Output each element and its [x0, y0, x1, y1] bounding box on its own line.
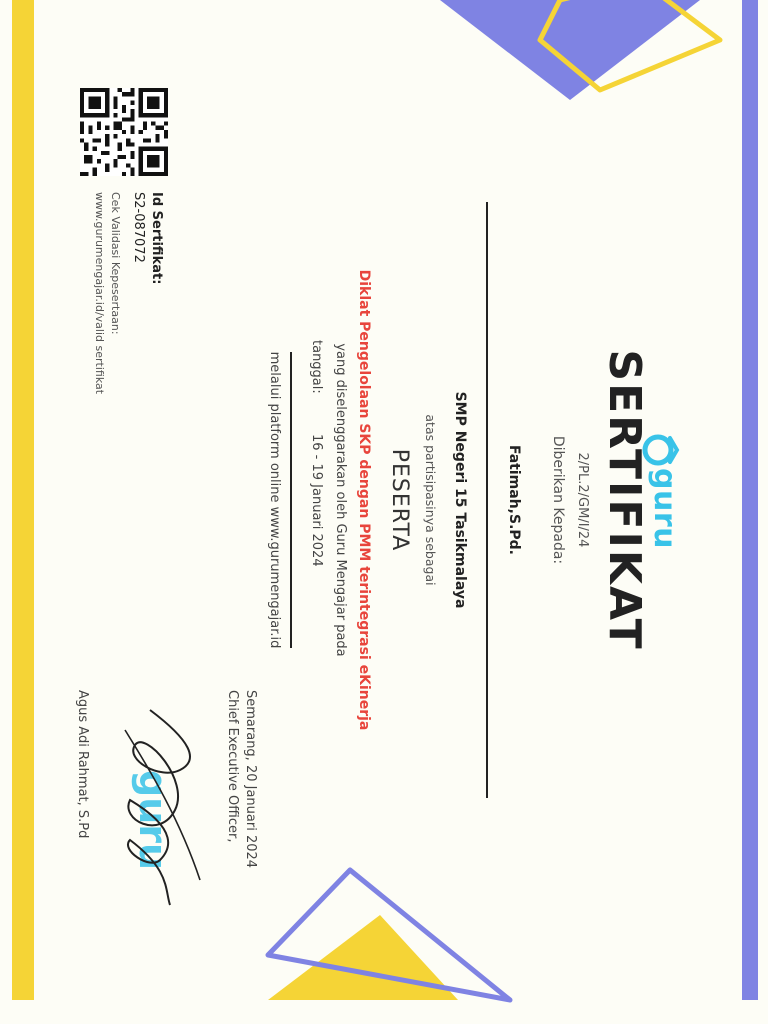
signer-position: Chief Executive Officer, — [225, 690, 240, 843]
certificate-title: SERTIFIKAT — [599, 349, 650, 651]
certificate-id-value: S2-087072 — [131, 192, 146, 263]
certificate-number: 2/PL.2/GM/I/24 — [575, 452, 590, 548]
signer-name: Agus Adi Rahmat, S.Pd — [75, 690, 90, 839]
participant-role: PESERTA — [387, 448, 412, 552]
recipient-name: Fatimah,S.Pd. — [506, 444, 522, 555]
signature-image — [100, 700, 220, 910]
qr-code-icon — [80, 88, 168, 176]
validation-url[interactable]: www.gurumengajar.id/valid sertifikat — [93, 192, 106, 395]
date-divider — [290, 352, 292, 648]
certificate-id-label: Id Sertifikat: — [149, 192, 164, 285]
course-title: Diklat Pengelolaan SKP dengan PMM terintegrasi eKinerja — [356, 269, 372, 731]
signature-place-date: Semarang, 20 Januari 2024 — [243, 690, 258, 869]
brand-name: guru — [647, 468, 682, 549]
organizer-text: yang diselenggarakan oleh Guru Mengajar pada — [333, 343, 348, 657]
platform-text: melalui platform online www.gurumengajar.id — [267, 351, 282, 649]
validation-check-label: Cek Validasi Kepesertaan: — [109, 192, 122, 335]
given-to-label: Diberikan Kepada: — [550, 435, 566, 565]
school-name: SMP Negeri 15 Tasikmalaya — [452, 391, 468, 609]
date-label: tanggal: — [309, 340, 324, 394]
svg-text:guru: guru — [131, 770, 175, 871]
recipient-divider — [486, 202, 488, 798]
date-value: 16 - 19 Januari 2024 — [309, 434, 324, 567]
participation-text: atas partisipasinya sebagai — [423, 414, 438, 586]
